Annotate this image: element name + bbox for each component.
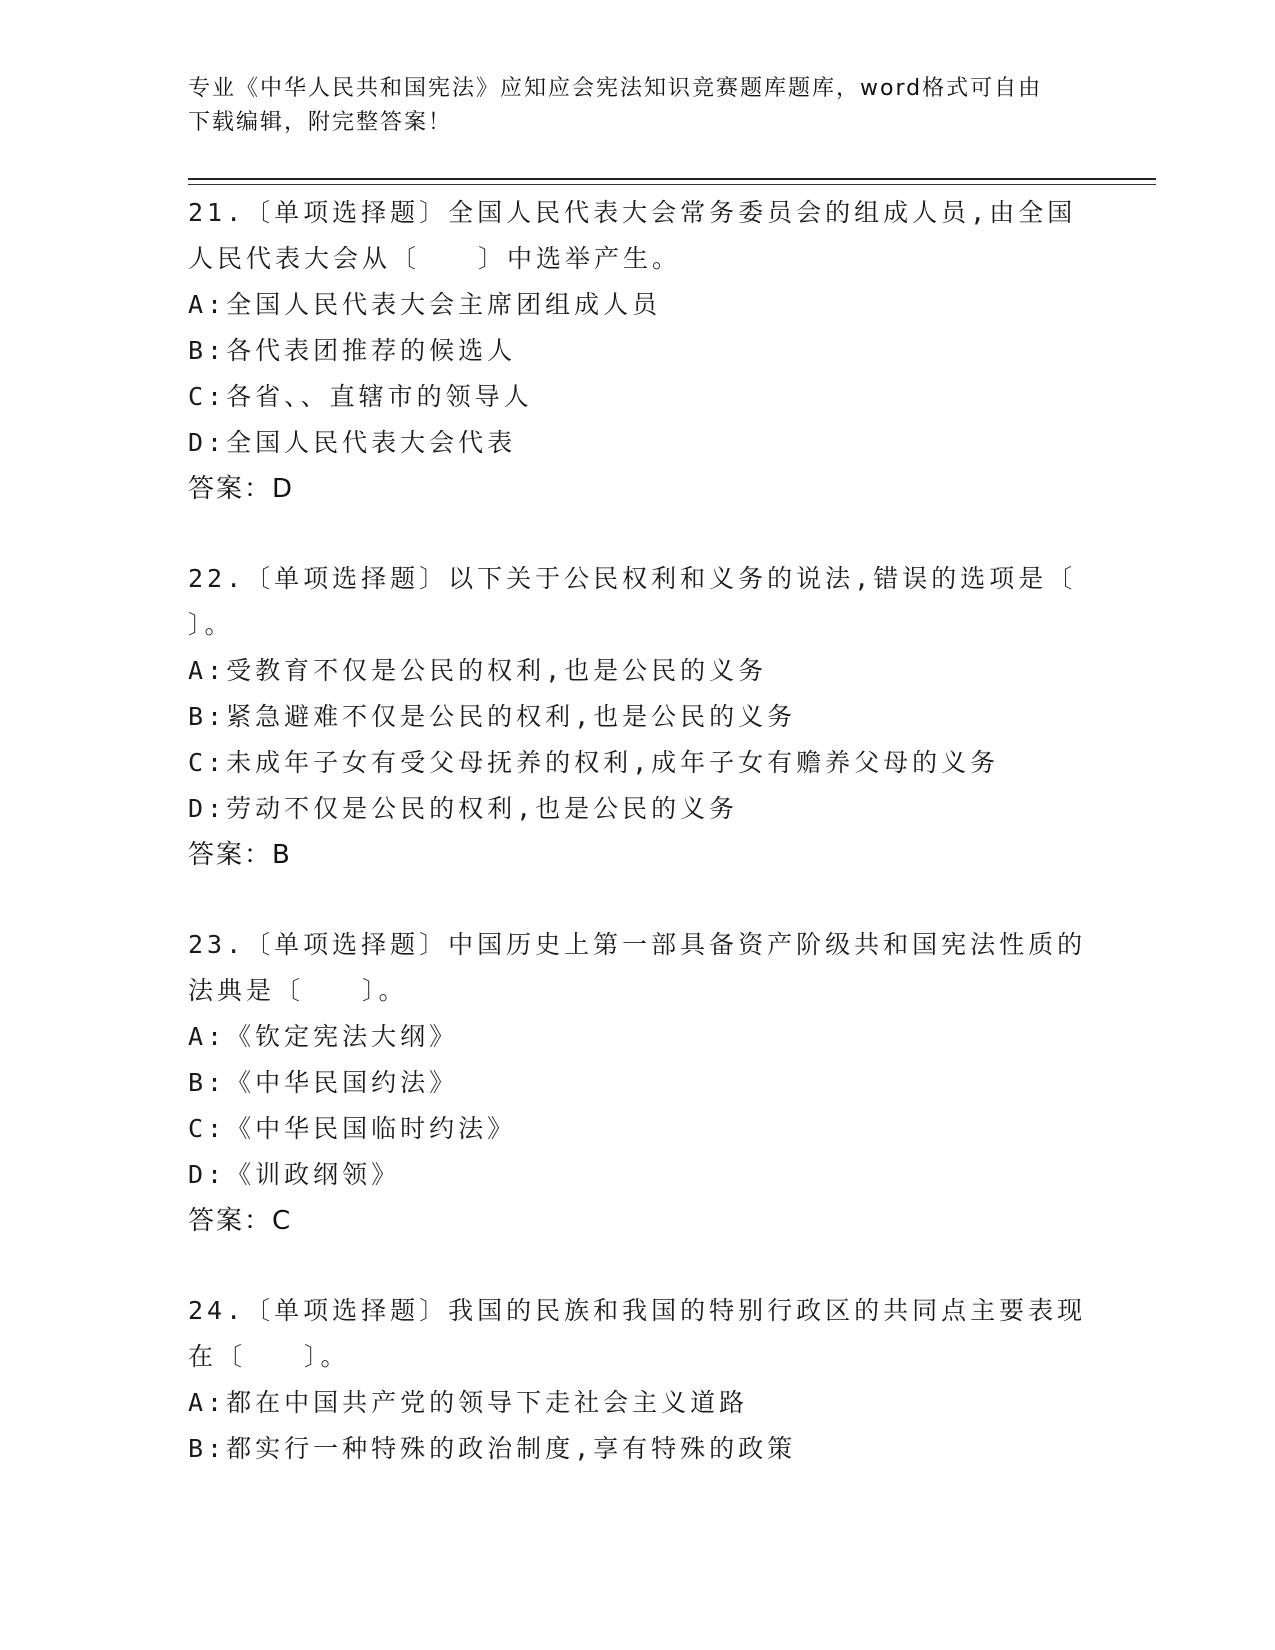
answer: 答案：B [188, 840, 292, 870]
option-d: D:全国人民代表大会代表 [188, 428, 517, 457]
question-24 [188, 1288, 1088, 1472]
answer: 答案：D [188, 474, 295, 504]
question-21 [188, 190, 1088, 512]
question-22 [188, 556, 1088, 878]
option-b: B:《中华民国约法》 [188, 1068, 459, 1097]
option-c: C:各省、、直辖市的领导人 [188, 382, 533, 411]
header-line-2: 下载编辑，附完整答案！ [188, 110, 453, 135]
question-list [188, 190, 1088, 1516]
answer: 答案：C [188, 1206, 293, 1236]
question-stem: 24.〔单项选择题〕我国的民族和我国的特别行政区的共同点主要表现 [188, 1296, 1087, 1325]
question-stem-continued: 〕。 [188, 610, 234, 639]
option-d: D:《训政纲领》 [188, 1160, 401, 1189]
option-b: B:各代表团推荐的候选人 [188, 336, 517, 365]
question-stem-continued: 人民代表大会从〔 〕中选举产生。 [188, 244, 682, 273]
question-stem: 22.〔单项选择题〕以下关于公民权利和义务的说法,错误的选项是〔 [188, 564, 1077, 593]
option-b: B:紧急避难不仅是公民的权利,也是公民的义务 [188, 702, 797, 731]
option-b: B:都实行一种特殊的政治制度,享有特殊的政策 [188, 1434, 797, 1463]
header-divider-thick [188, 178, 1156, 180]
option-a: A:受教育不仅是公民的权利,也是公民的义务 [188, 656, 768, 685]
option-d: D:劳动不仅是公民的权利,也是公民的义务 [188, 794, 739, 823]
question-stem-continued: 在〔 〕。 [188, 1342, 350, 1371]
question-stem-continued: 法典是〔 〕。 [188, 976, 408, 1005]
option-a: A:都在中国共产党的领导下走社会主义道路 [188, 1388, 749, 1417]
question-23 [188, 922, 1088, 1244]
option-a: A:全国人民代表大会主席团组成人员 [188, 290, 662, 319]
document-header [188, 72, 1068, 140]
question-stem: 23.〔单项选择题〕中国历史上第一部具备资产阶级共和国宪法性质的 [188, 930, 1087, 959]
header-line-1: 专业《中华人民共和国宪法》应知应会宪法知识竞赛题库题库，word格式可自由 [188, 76, 1043, 101]
option-c: C:《中华民国临时约法》 [188, 1114, 517, 1143]
option-c: C:未成年子女有受父母抚养的权利,成年子女有赡养父母的义务 [188, 748, 1000, 777]
question-stem: 21.〔单项选择题〕全国人民代表大会常务委员会的组成人员,由全国 [188, 198, 1077, 227]
option-a: A:《钦定宪法大纲》 [188, 1022, 459, 1051]
header-divider-thin [188, 184, 1156, 185]
